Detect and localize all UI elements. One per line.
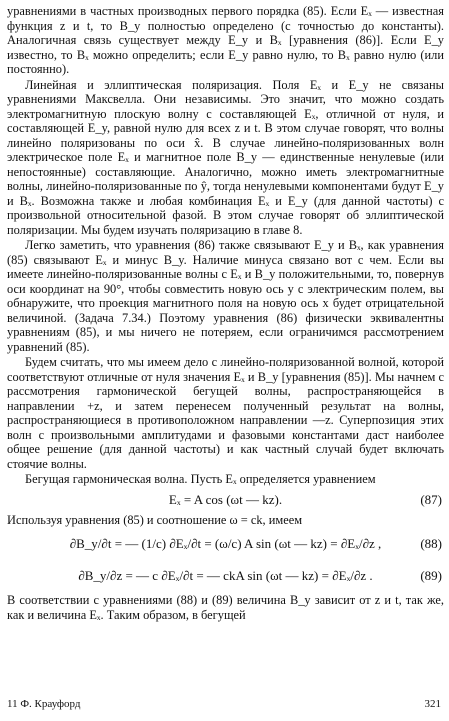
paragraph-traveling-wave: Бегущая гармоническая волна. Пусть Eₓ определяется уравнением bbox=[25, 472, 376, 486]
equation-87-number: (87) bbox=[420, 491, 442, 507]
equation-88 bbox=[7, 529, 444, 559]
equation-87-body: Eₓ = A cos (ωt — kz). bbox=[168, 491, 283, 507]
equation-89-number: (89) bbox=[420, 568, 442, 583]
paragraph-linear-wave: Будем считать, что мы имеем дело с линейно-поляризованной волной, которой соответствуют отличные от нуля значения Eₓ и B_y [уравнения (85)]. Мы начнем с рассмотрения гармонической бегущей волны, распространяющейся в направлении +z, и затем перенесем полученный результат на волны, распространяющиеся в противоположном направлении —z. Суперпозиция этих волн с произвольными амплитудами и фазовыми константами даст наиболее общее решение (для данной частоты) и как частный случай будет включать стоячие волны. bbox=[7, 355, 444, 471]
paragraph-equations-86: Легко заметить, что уравнения (86) также связывают E_y и Bₓ, как уравнения (85) связывают Eₓ и минус B_y. Наличие минуса связано вот с чем. Если вы имеете линейно-поляризованные волны с Eₓ и B_y положительными, то, повернув оси координат на 90°, чтобы совместить новую ось y с электрическим полем, вы обнаружите, что проекция магнитного поля на новую ось x будет отрицательной величиной. (Задача 7.34.) Поэтому уравнения (86) физически эквивалентны уравнениям (85), и мы ничего не потеряем, если ограничимся рассмотрением уравнений (85). bbox=[7, 238, 444, 354]
printer-signature: 11 Ф. Крауфорд bbox=[7, 698, 81, 710]
paragraph-closing: В соответствии с уравнениями (88) и (89) величина B_y зависит от z и t, так же, как и величина Eₓ. Таким образом, в бегущей bbox=[7, 593, 444, 622]
equation-89 bbox=[7, 561, 444, 591]
equation-89-body: ∂B_y/∂z = — c ∂Eₓ/∂t = — ckA sin (ωt — kz) = ∂Eₓ/∂z . bbox=[78, 568, 373, 583]
paragraph-polarization: Линейная и эллиптическая поляризация. Поля Eₓ и E_y не связаны уравнениями Максвелла. Они независимы. Это значит, что можно создать электромагнитную плоскую волну с составляющей Eₓ, отличной от нуля, и составляющей E_y, равной нулю для всех z и t. В этом случае говорят, что волны линейно поляризованы по оси x̂. В случае линейно-поляризованных волн электрическое поле Eₓ и магнитное поле B_y — единственные ненулевые (или непостоянные) составляющие. Аналогично, можно иметь электромагнитные волны, линейно-поляризованные по ŷ, тогда ненулевыми компонентами будут E_y и Bₓ. Возможна также и любая комбинация Eₓ и E_y (для данной частоты) с произвольной относительной фазой. В этом случае говорят об эллиптической поляризации. Мы будем изучать поляризацию в главе 8. bbox=[7, 77, 444, 237]
paragraph-1: уравнениями в частных производных первого порядка (85). Если Eₓ — известная функция z и t, то B_y полностью определено (с точностью до константы). Аналогичная связь существует между E_y и Bₓ [уравнения (86)]. Если E_y известно, то Bₓ можно определить; если E_y равно нулю, то Bₓ равно нулю (или постоянно). bbox=[7, 4, 444, 76]
page-body bbox=[7, 4, 444, 622]
paragraph-using-equations: Используя уравнения (85) и соотношение ω = ck, имеем bbox=[7, 512, 303, 527]
equation-88-body: ∂B_y/∂t = — (1/c) ∂Eₓ/∂t = (ω/c) A sin (ωt — kz) = ∂Eₓ/∂z , bbox=[69, 536, 382, 551]
page-number: 321 bbox=[424, 698, 441, 710]
equation-87 bbox=[7, 491, 444, 509]
equation-88-number: (88) bbox=[420, 536, 442, 551]
